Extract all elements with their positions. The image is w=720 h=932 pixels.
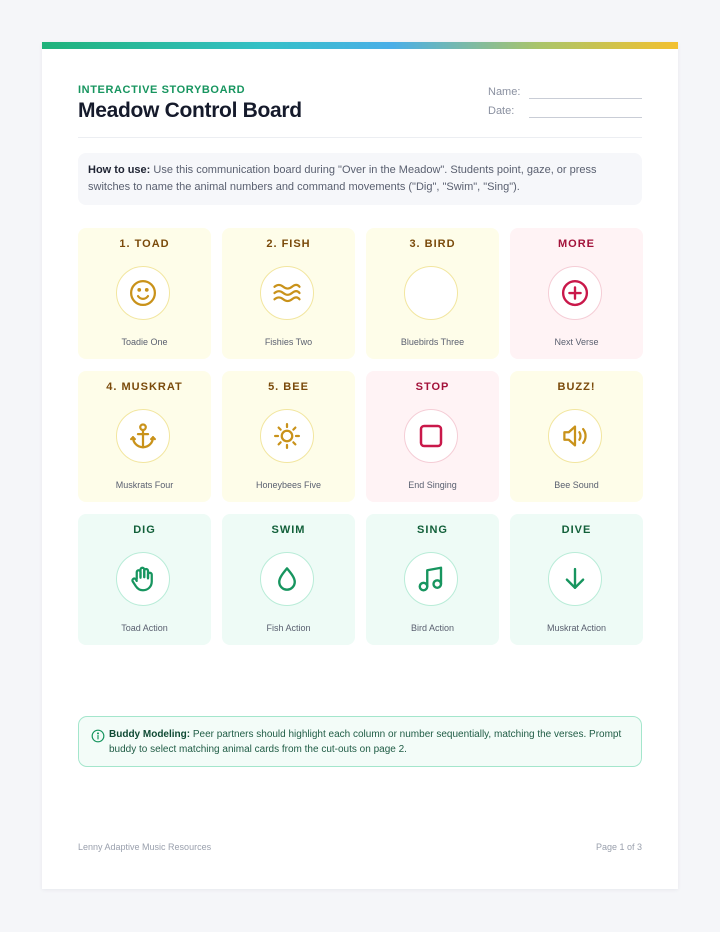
card-label: DIG xyxy=(133,524,156,536)
icon-circle xyxy=(548,409,602,463)
gradient-top-bar xyxy=(42,42,678,49)
speaker-icon xyxy=(560,421,590,451)
card-label: MORE xyxy=(558,238,595,250)
footer-page-number: Page 1 of 3 xyxy=(595,842,642,852)
how-to-use-text: Use this communication board during "Over in the Meadow". Students point, gaze, or press switches to name the animal numbers and command movements ("Dig", "Swim", "Sing"). xyxy=(88,164,597,193)
sun-icon xyxy=(272,421,302,451)
icon-circle xyxy=(548,266,602,320)
anchor-icon xyxy=(128,421,158,451)
card-label: BUZZ! xyxy=(557,381,596,393)
card-muskrat[interactable] xyxy=(78,371,211,502)
info-icon xyxy=(91,729,105,743)
name-label: Name: xyxy=(488,86,521,98)
hand-icon xyxy=(128,564,158,594)
card-caption: Fish Action xyxy=(266,623,311,633)
date-label: Date: xyxy=(488,105,515,117)
how-to-use-lead: How to use: xyxy=(88,164,151,176)
music-note-icon xyxy=(416,564,446,594)
icon-circle xyxy=(404,552,458,606)
card-dive[interactable] xyxy=(510,514,643,645)
card-sing[interactable] xyxy=(366,514,499,645)
card-caption: Bee Sound xyxy=(554,480,599,490)
icon-circle xyxy=(260,552,314,606)
card-label: 2. FISH xyxy=(266,238,311,250)
page-title: Meadow Control Board xyxy=(78,99,302,122)
card-caption: End Singing xyxy=(408,480,457,490)
stop-square-icon xyxy=(416,421,446,451)
card-caption: Bird Action xyxy=(410,623,455,633)
card-label: 3. BIRD xyxy=(409,238,456,250)
header-divider xyxy=(78,137,642,138)
icon-circle xyxy=(404,266,458,320)
droplet-icon xyxy=(272,564,302,594)
card-caption: Fishies Two xyxy=(264,337,313,347)
card-more[interactable] xyxy=(510,228,643,359)
footer-publisher: Lenny Adaptive Music Resources xyxy=(78,842,212,852)
how-to-use-box xyxy=(78,153,642,205)
icon-circle xyxy=(548,552,602,606)
date-field[interactable] xyxy=(488,105,514,117)
card-label: DIVE xyxy=(561,524,592,536)
icon-circle xyxy=(260,409,314,463)
icon-circle xyxy=(116,409,170,463)
arrow-down-icon xyxy=(560,564,590,594)
icon-circle xyxy=(260,266,314,320)
card-label: 4. MUSKRAT xyxy=(106,381,183,393)
buddy-modeling-note xyxy=(78,716,642,767)
card-label: SWIM xyxy=(271,524,306,536)
card-caption: Muskrat Action xyxy=(546,623,607,633)
card-caption: Muskrats Four xyxy=(115,480,174,490)
card-buzz[interactable] xyxy=(510,371,643,502)
card-label: 5. BEE xyxy=(268,381,309,393)
card-swim[interactable] xyxy=(222,514,355,645)
card-fish[interactable] xyxy=(222,228,355,359)
card-label: STOP xyxy=(415,381,450,393)
card-caption: Toadie One xyxy=(121,337,168,347)
storyboard-page xyxy=(42,42,678,889)
icon-circle xyxy=(404,409,458,463)
icon-circle xyxy=(116,266,170,320)
icon-circle xyxy=(116,552,170,606)
card-bird[interactable] xyxy=(366,228,499,359)
card-label: SING xyxy=(417,524,448,536)
smile-icon xyxy=(128,278,158,308)
plus-circle-icon xyxy=(560,278,590,308)
card-caption: Honeybees Five xyxy=(255,480,322,490)
date-line xyxy=(529,117,642,118)
buddy-lead: Buddy Modeling: xyxy=(109,729,191,740)
buddy-text: Peer partners should highlight each column or number sequentially, matching the verses. Prompt buddy to select matching animal cards from the cut-outs on page 2. xyxy=(109,729,622,755)
waves-icon xyxy=(272,278,302,308)
name-line xyxy=(529,98,642,99)
card-label: 1. TOAD xyxy=(119,238,170,250)
card-caption: Bluebirds Three xyxy=(400,337,465,347)
page-eyebrow: INTERACTIVE STORYBOARD xyxy=(78,84,246,96)
card-bee[interactable] xyxy=(222,371,355,502)
card-stop[interactable] xyxy=(366,371,499,502)
card-caption: Toad Action xyxy=(121,623,168,633)
card-caption: Next Verse xyxy=(554,337,599,347)
card-dig[interactable] xyxy=(78,514,211,645)
card-toad[interactable] xyxy=(78,228,211,359)
name-field[interactable] xyxy=(488,86,520,98)
blank-icon xyxy=(416,278,446,308)
